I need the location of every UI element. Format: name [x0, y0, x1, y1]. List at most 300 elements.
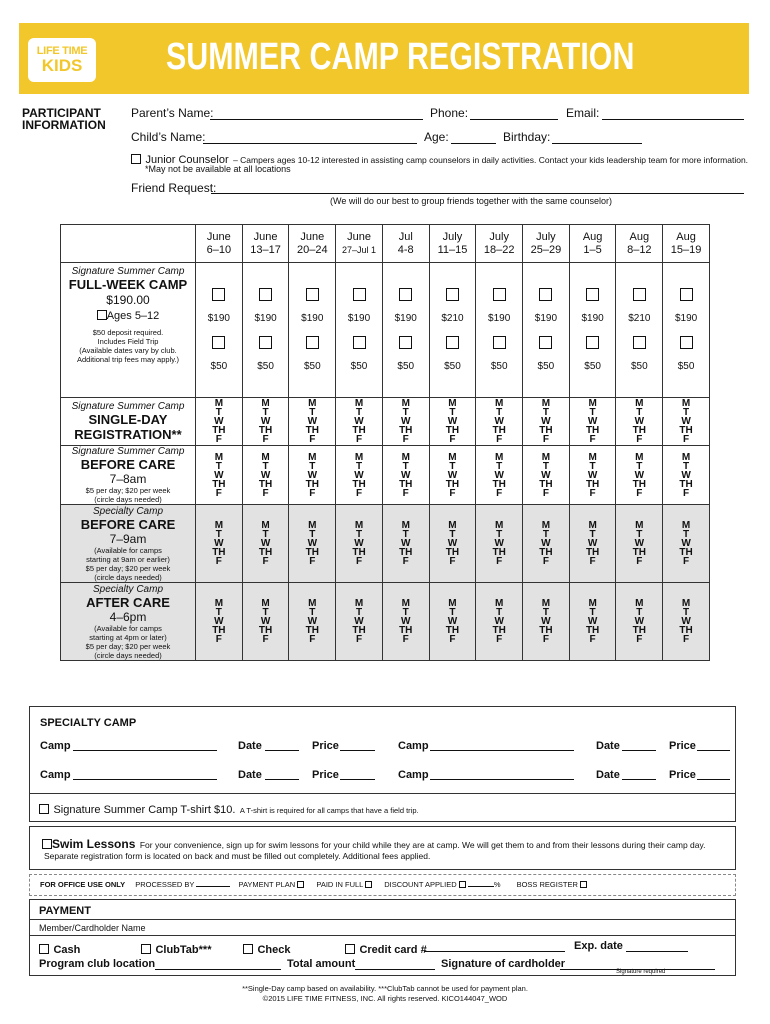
day-letter[interactable]: T	[215, 407, 222, 418]
deposit-checkbox[interactable]	[212, 336, 225, 349]
day-letter[interactable]: T	[496, 407, 503, 418]
camp-field[interactable]	[430, 750, 574, 751]
program-club-field[interactable]	[155, 969, 281, 970]
day-letter[interactable]: W	[214, 538, 224, 549]
day-letter[interactable]: W	[354, 469, 364, 481]
day-letter[interactable]: F	[449, 634, 456, 645]
day-letter[interactable]: TH	[445, 478, 460, 490]
camp-field[interactable]	[73, 779, 217, 780]
day-letter[interactable]: TH	[352, 547, 366, 558]
day-letter[interactable]: M	[635, 520, 644, 531]
day-letter[interactable]: T	[309, 407, 316, 418]
day-letter[interactable]: TH	[399, 425, 413, 436]
day-letter[interactable]: F	[309, 634, 316, 645]
credit-card-field[interactable]	[424, 951, 565, 952]
day-letter[interactable]: F	[636, 634, 643, 645]
birthday-field[interactable]	[552, 143, 642, 144]
day-letter[interactable]: T	[449, 607, 456, 618]
day-letter[interactable]: TH	[399, 478, 413, 490]
price-field[interactable]	[697, 750, 730, 751]
day-letter[interactable]: TH	[632, 478, 646, 490]
day-letter[interactable]: W	[634, 538, 645, 549]
date-field[interactable]	[622, 779, 656, 780]
day-letter[interactable]: F	[355, 634, 363, 645]
day-letter[interactable]: M	[448, 398, 457, 409]
day-letter[interactable]: T	[636, 607, 643, 618]
day-letter[interactable]: M	[261, 398, 270, 409]
full-week-checkbox[interactable]	[306, 288, 319, 301]
deposit-checkbox[interactable]	[493, 336, 506, 349]
day-letter[interactable]: W	[494, 469, 504, 481]
day-letter[interactable]: T	[496, 529, 503, 540]
day-letter[interactable]: F	[449, 487, 456, 499]
day-letter[interactable]: TH	[632, 547, 646, 558]
day-letter[interactable]: F	[309, 556, 316, 567]
day-letter[interactable]: M	[308, 451, 317, 463]
credit-checkbox[interactable]	[345, 944, 355, 954]
day-letter[interactable]: F	[683, 634, 690, 645]
day-letter[interactable]: TH	[679, 478, 693, 490]
day-letter[interactable]: M	[495, 451, 504, 463]
day-letter[interactable]: F	[683, 487, 690, 499]
day-letter[interactable]: T	[449, 529, 456, 540]
day-letter[interactable]: M	[588, 520, 597, 531]
day-letter[interactable]: W	[447, 416, 458, 427]
deposit-checkbox[interactable]	[353, 336, 366, 349]
day-letter[interactable]: M	[401, 451, 410, 463]
day-letter[interactable]: W	[354, 616, 364, 627]
deposit-checkbox[interactable]	[586, 336, 599, 349]
day-letter[interactable]: W	[541, 616, 551, 627]
week-month: July	[489, 230, 509, 243]
day-letter[interactable]: W	[447, 616, 458, 627]
day-letter[interactable]: W	[214, 616, 224, 627]
day-letter[interactable]: W	[681, 538, 691, 549]
day-letter[interactable]: T	[402, 529, 409, 540]
day-letter[interactable]: W	[494, 616, 504, 627]
birthday-label: Birthday:	[503, 130, 551, 144]
day-letter[interactable]: W	[494, 538, 504, 549]
availability-note: starting at 9am or earlier)	[86, 554, 170, 564]
day-letter[interactable]: M	[401, 598, 410, 609]
day-letter[interactable]: M	[214, 451, 224, 463]
member-field[interactable]	[30, 935, 735, 936]
day-letter[interactable]: T	[402, 460, 409, 472]
day-letter[interactable]: W	[447, 469, 458, 481]
day-letter[interactable]: M	[681, 451, 691, 463]
day-letter[interactable]: F	[449, 556, 456, 567]
cash-checkbox[interactable]	[39, 944, 49, 954]
deposit-checkbox[interactable]	[680, 336, 693, 349]
day-letter[interactable]: M	[541, 451, 551, 463]
junior-counselor-checkbox[interactable]	[131, 154, 141, 164]
day-letter[interactable]: W	[401, 616, 411, 627]
day-letter[interactable]: TH	[492, 425, 506, 436]
day-letter[interactable]: M	[261, 598, 270, 609]
day-letter[interactable]: TH	[585, 547, 600, 558]
date-field[interactable]	[622, 750, 656, 751]
tshirt-label: Signature Summer Camp T-shirt $10.	[53, 804, 236, 816]
day-letter[interactable]: T	[589, 607, 596, 618]
day-letter[interactable]: M	[401, 520, 410, 531]
day-letter[interactable]: TH	[679, 547, 693, 558]
full-week-checkbox[interactable]	[399, 288, 412, 301]
day-letter[interactable]: TH	[632, 425, 646, 436]
day-letter[interactable]: M	[214, 398, 224, 409]
day-letter[interactable]: F	[355, 434, 363, 445]
phone-field[interactable]	[470, 119, 558, 120]
day-letter[interactable]: T	[215, 460, 222, 472]
day-letter[interactable]: M	[681, 398, 691, 409]
deposit-checkbox[interactable]	[306, 336, 319, 349]
day-letter[interactable]: TH	[492, 547, 506, 558]
swim-checkbox[interactable]	[42, 839, 52, 849]
day-letter[interactable]: M	[635, 598, 644, 609]
day-letter[interactable]: F	[496, 634, 503, 645]
day-letter[interactable]: W	[307, 616, 318, 627]
day-letter[interactable]: T	[496, 607, 503, 618]
camp-field[interactable]	[73, 750, 217, 751]
day-letter[interactable]: W	[634, 469, 645, 481]
day-letter[interactable]: F	[589, 556, 596, 567]
day-letter[interactable]: T	[636, 460, 643, 472]
day-letter[interactable]: T	[449, 407, 456, 418]
day-letter[interactable]: F	[309, 487, 316, 499]
day-letter[interactable]: T	[496, 460, 503, 472]
friend-request-field[interactable]	[211, 193, 744, 194]
day-letter[interactable]: W	[401, 469, 411, 481]
day-letter[interactable]: F	[215, 556, 222, 567]
day-letter[interactable]: TH	[539, 625, 553, 636]
day-letter[interactable]: F	[683, 434, 690, 445]
day-letter[interactable]: M	[448, 520, 457, 531]
payment-plan-checkbox[interactable]	[297, 881, 304, 888]
day-letter[interactable]: W	[681, 416, 691, 427]
full-week-checkbox[interactable]	[353, 288, 366, 301]
day-letter[interactable]: M	[635, 451, 644, 463]
day-letter[interactable]: F	[542, 556, 549, 567]
week-month: June	[347, 230, 371, 243]
day-letter[interactable]: T	[355, 460, 363, 472]
deposit-checkbox[interactable]	[259, 336, 272, 349]
day-letter[interactable]: W	[587, 469, 598, 481]
day-letter[interactable]: M	[541, 598, 551, 609]
day-letter[interactable]: T	[262, 607, 269, 618]
day-letter[interactable]: T	[636, 407, 643, 418]
week-dates: 20–24	[297, 243, 328, 256]
day-letter[interactable]: TH	[258, 547, 273, 558]
day-letter[interactable]: F	[262, 634, 269, 645]
week-dates: 18–22	[483, 243, 515, 256]
day-letter[interactable]: T	[683, 407, 690, 418]
day-letter[interactable]: TH	[258, 625, 273, 636]
day-letter[interactable]: T	[309, 607, 316, 618]
day-letter[interactable]: W	[260, 538, 271, 549]
day-letter[interactable]: F	[402, 634, 409, 645]
full-week-checkbox[interactable]	[446, 288, 459, 301]
day-letter[interactable]: TH	[585, 625, 600, 636]
deposit-checkbox[interactable]	[399, 336, 412, 349]
day-letter[interactable]: T	[542, 407, 549, 418]
day-letter[interactable]: T	[589, 407, 596, 418]
week-month: June	[253, 230, 278, 243]
clubtab-checkbox[interactable]	[141, 944, 151, 954]
day-letter[interactable]: M	[354, 398, 364, 409]
day-letter[interactable]: T	[449, 460, 456, 472]
day-letter[interactable]: W	[634, 616, 645, 627]
day-letter[interactable]: F	[542, 434, 549, 445]
day-letter[interactable]: T	[215, 529, 222, 540]
day-letter[interactable]: TH	[212, 425, 226, 436]
deposit-price: $50	[584, 361, 601, 372]
parent-name-field[interactable]	[210, 119, 423, 120]
day-letter[interactable]: M	[541, 520, 551, 531]
day-letter[interactable]: TH	[305, 625, 319, 636]
day-letter[interactable]: F	[402, 434, 409, 445]
day-letter[interactable]: TH	[585, 478, 600, 490]
day-letter[interactable]: W	[401, 538, 411, 549]
processed-field[interactable]	[196, 886, 230, 887]
day-letter[interactable]: M	[588, 598, 597, 609]
day-letter[interactable]: W	[681, 469, 691, 481]
day-letter[interactable]: TH	[305, 547, 319, 558]
full-week-checkbox[interactable]	[259, 288, 272, 301]
day-letter[interactable]: TH	[492, 625, 506, 636]
day-letter[interactable]: T	[683, 529, 690, 540]
date-field[interactable]	[265, 750, 299, 751]
day-letter[interactable]: TH	[679, 625, 693, 636]
day-letter[interactable]: M	[401, 398, 410, 409]
day-letter[interactable]: T	[262, 529, 269, 540]
full-week-checkbox[interactable]	[586, 288, 599, 301]
week-dates: 27–Jul 1	[342, 244, 377, 255]
category-price: $5 per day; $20 per week	[85, 641, 171, 651]
day-letter[interactable]: M	[495, 520, 504, 531]
parent-name-label: Parent’s Name:	[131, 106, 214, 120]
day-letter[interactable]: T	[309, 529, 316, 540]
day-letter[interactable]: W	[260, 616, 271, 627]
day-letter[interactable]: W	[260, 469, 271, 481]
day-letter[interactable]: M	[214, 598, 224, 609]
day-letter[interactable]: T	[402, 607, 409, 618]
day-letter[interactable]: TH	[212, 625, 226, 636]
day-letter[interactable]: W	[307, 416, 318, 427]
day-letter[interactable]: T	[589, 529, 596, 540]
check-checkbox[interactable]	[243, 944, 253, 954]
full-price: $190	[488, 313, 511, 324]
day-letter[interactable]: F	[262, 434, 269, 445]
day-letter[interactable]: M	[214, 520, 224, 531]
day-letter[interactable]: F	[496, 434, 503, 445]
day-letter[interactable]: W	[307, 538, 318, 549]
email-field[interactable]	[602, 119, 744, 120]
day-letter[interactable]: T	[589, 460, 596, 472]
day-letter[interactable]: W	[681, 616, 691, 627]
day-letter[interactable]: T	[402, 407, 409, 418]
day-letter[interactable]: TH	[258, 478, 273, 490]
day-letter[interactable]: M	[448, 451, 457, 463]
day-letter[interactable]: TH	[492, 478, 506, 490]
tshirt-checkbox[interactable]	[39, 804, 49, 814]
exp-date-field[interactable]	[626, 951, 688, 952]
day-letter[interactable]: W	[447, 538, 458, 549]
day-letter[interactable]: TH	[585, 425, 600, 436]
day-letter[interactable]: TH	[539, 547, 553, 558]
price-field[interactable]	[340, 779, 375, 780]
day-letter[interactable]: M	[448, 598, 457, 609]
full-week-checkbox[interactable]	[212, 288, 225, 301]
day-letter[interactable]: W	[354, 416, 364, 427]
day-letter[interactable]: W	[214, 416, 224, 427]
day-letter[interactable]: TH	[258, 425, 273, 436]
full-week-checkbox[interactable]	[539, 288, 552, 301]
day-letter[interactable]: W	[307, 469, 318, 481]
day-letter[interactable]: T	[355, 607, 363, 618]
day-letter[interactable]: F	[215, 634, 222, 645]
day-letter[interactable]: W	[401, 416, 411, 427]
day-letter[interactable]: T	[542, 529, 549, 540]
paid-full-label: PAID IN FULL	[316, 880, 364, 889]
day-letter[interactable]: TH	[539, 425, 553, 436]
day-letter[interactable]: TH	[399, 547, 413, 558]
day-letter[interactable]: TH	[445, 425, 460, 436]
before-care-specialty-row	[61, 505, 710, 583]
ages-checkbox[interactable]	[97, 310, 107, 320]
discount-field[interactable]	[468, 886, 494, 887]
discount-checkbox[interactable]	[459, 881, 466, 888]
date-field[interactable]	[265, 779, 299, 780]
day-letter[interactable]: M	[354, 451, 364, 463]
day-letter[interactable]: F	[542, 634, 549, 645]
day-letter[interactable]: M	[588, 398, 597, 409]
day-letter[interactable]: F	[496, 487, 503, 499]
day-letter[interactable]: F	[589, 634, 596, 645]
day-selector	[569, 583, 616, 661]
deposit-price: $50	[303, 361, 321, 372]
day-letter[interactable]: M	[588, 451, 597, 463]
day-selector	[476, 505, 523, 583]
day-letter[interactable]: W	[494, 416, 504, 427]
price-field[interactable]	[340, 750, 375, 751]
day-letter[interactable]: T	[683, 460, 690, 472]
day-letter[interactable]: TH	[212, 478, 226, 490]
day-letter[interactable]: T	[262, 407, 269, 418]
full-week-checkbox[interactable]	[633, 288, 646, 301]
price-field[interactable]	[697, 779, 730, 780]
day-letter[interactable]: F	[589, 487, 596, 499]
day-letter[interactable]: TH	[445, 625, 460, 636]
day-letter[interactable]: TH	[352, 478, 366, 490]
day-letter[interactable]: W	[541, 469, 551, 481]
full-week-checkbox[interactable]	[493, 288, 506, 301]
day-letter[interactable]: TH	[632, 625, 646, 636]
day-letter[interactable]: M	[541, 398, 551, 409]
day-letter[interactable]: F	[262, 487, 269, 499]
day-letter[interactable]: F	[215, 434, 222, 445]
day-letter[interactable]: W	[260, 416, 271, 427]
day-letter[interactable]: T	[542, 607, 549, 618]
day-letter[interactable]: T	[262, 460, 269, 472]
day-letter[interactable]: M	[261, 520, 270, 531]
day-letter[interactable]: T	[215, 607, 222, 618]
day-letter[interactable]: M	[308, 520, 317, 531]
day-letter[interactable]: M	[681, 598, 691, 609]
day-letter[interactable]: F	[355, 556, 363, 567]
camp-field[interactable]	[430, 779, 574, 780]
day-letter[interactable]: M	[681, 520, 691, 531]
day-letter[interactable]: TH	[305, 478, 319, 490]
day-letter[interactable]: F	[309, 434, 316, 445]
day-letter[interactable]: W	[587, 416, 598, 427]
day-letter[interactable]: W	[634, 416, 645, 427]
day-letter[interactable]: F	[355, 487, 363, 499]
day-letter[interactable]: M	[261, 451, 270, 463]
day-letter[interactable]: W	[587, 616, 598, 627]
deposit-checkbox[interactable]	[446, 336, 459, 349]
day-letter[interactable]: T	[355, 529, 363, 540]
day-letter[interactable]: F	[636, 556, 643, 567]
day-letter[interactable]: M	[635, 398, 644, 409]
day-letter[interactable]: F	[496, 556, 503, 567]
day-letter[interactable]: TH	[679, 425, 693, 436]
day-letter[interactable]: F	[215, 487, 222, 499]
day-letter[interactable]: TH	[352, 625, 366, 636]
boss-checkbox[interactable]	[580, 881, 587, 888]
price-label: Price	[312, 740, 339, 752]
day-letter[interactable]: T	[683, 607, 690, 618]
day-letter[interactable]: F	[262, 556, 269, 567]
day-letter[interactable]: W	[354, 538, 364, 549]
age-field[interactable]	[451, 143, 496, 144]
day-letter[interactable]: TH	[305, 425, 319, 436]
day-letter[interactable]: W	[541, 416, 551, 427]
day-letter[interactable]: M	[354, 520, 364, 531]
deposit-checkbox[interactable]	[539, 336, 552, 349]
day-letter[interactable]: T	[542, 460, 549, 472]
day-letter[interactable]: F	[589, 434, 596, 445]
day-letter[interactable]: W	[541, 538, 551, 549]
full-price: $190	[301, 313, 324, 324]
day-letter[interactable]: T	[355, 407, 363, 418]
day-letter[interactable]: T	[309, 460, 316, 472]
day-letter[interactable]: TH	[212, 547, 226, 558]
day-letter[interactable]: F	[542, 487, 549, 499]
day-letter[interactable]: M	[495, 598, 504, 609]
deposit-checkbox[interactable]	[633, 336, 646, 349]
day-letter[interactable]: F	[636, 434, 643, 445]
day-letter[interactable]: TH	[352, 425, 366, 436]
day-letter[interactable]: M	[308, 598, 317, 609]
day-letter[interactable]: F	[636, 487, 643, 499]
day-letter[interactable]: TH	[399, 625, 413, 636]
day-letter[interactable]: W	[587, 538, 598, 549]
total-amount-field[interactable]	[355, 969, 435, 970]
day-letter[interactable]: F	[449, 434, 456, 445]
day-letter[interactable]: W	[214, 469, 224, 481]
day-letter[interactable]: F	[402, 556, 409, 567]
day-letter[interactable]: F	[683, 556, 690, 567]
paid-full-checkbox[interactable]	[365, 881, 372, 888]
day-letter[interactable]: TH	[445, 547, 460, 558]
day-letter[interactable]: TH	[539, 478, 553, 490]
day-letter[interactable]: F	[402, 487, 409, 499]
day-letter[interactable]: M	[354, 598, 364, 609]
day-letter[interactable]: M	[308, 398, 317, 409]
day-letter[interactable]: T	[636, 529, 643, 540]
day-letter[interactable]: M	[495, 398, 504, 409]
child-name-field[interactable]	[203, 143, 417, 144]
full-week-checkbox[interactable]	[680, 288, 693, 301]
